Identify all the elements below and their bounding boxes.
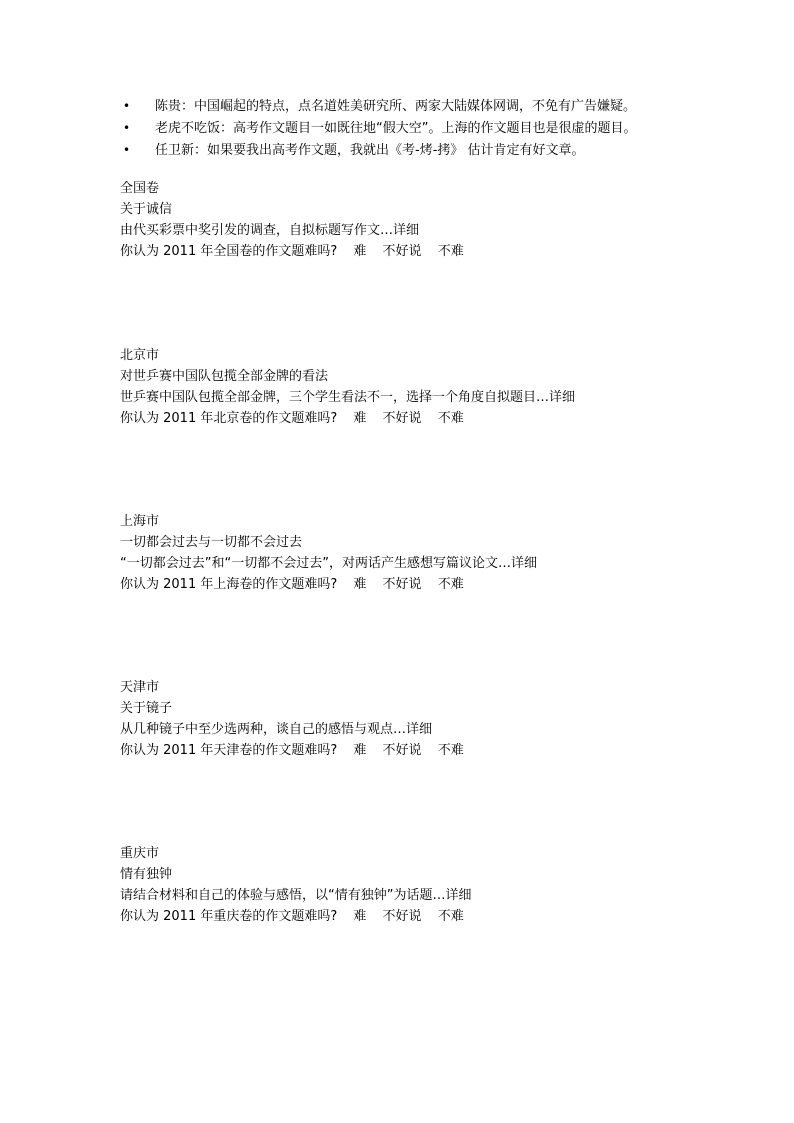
essay-topic: 对世乒赛中国队包揽全部金牌的看法 bbox=[120, 369, 329, 384]
difficulty-poll bbox=[120, 744, 720, 765]
poll-question: 你认为 2011 年重庆卷的作文题难吗? bbox=[120, 909, 338, 924]
exam-section-beijing bbox=[120, 349, 720, 433]
comment-item bbox=[0, 98, 794, 120]
region-title: 全国卷 bbox=[120, 181, 160, 196]
exam-section-shanghai bbox=[120, 515, 720, 599]
difficulty-poll bbox=[120, 245, 720, 266]
poll-question: 你认为 2011 年全国卷的作文题难吗? bbox=[120, 244, 338, 259]
poll-option-easy[interactable]: 不难 bbox=[437, 577, 464, 592]
region-title: 重庆市 bbox=[120, 846, 160, 861]
difficulty-poll bbox=[120, 910, 720, 931]
comment-item bbox=[0, 120, 794, 142]
poll-option-easy[interactable]: 不难 bbox=[437, 909, 464, 924]
poll-option-unsure[interactable]: 不好说 bbox=[382, 411, 422, 426]
exam-section-chongqing bbox=[120, 847, 720, 931]
region-title: 上海市 bbox=[120, 514, 160, 529]
comment-list bbox=[0, 98, 794, 164]
poll-option-easy[interactable]: 不难 bbox=[437, 244, 464, 259]
poll-option-unsure[interactable]: 不好说 bbox=[382, 743, 422, 758]
comment-text: 任卫新：如果要我出高考作文题，我就出《考-烤-拷》 估计肯定有好文章。 bbox=[155, 143, 585, 158]
poll-option-easy[interactable]: 不难 bbox=[437, 743, 464, 758]
poll-option-hard[interactable]: 难 bbox=[353, 244, 367, 259]
poll-question: 你认为 2011 年天津卷的作文题难吗? bbox=[120, 743, 338, 758]
poll-question: 你认为 2011 年上海卷的作文题难吗? bbox=[120, 577, 338, 592]
poll-option-hard[interactable]: 难 bbox=[353, 411, 367, 426]
essay-description[interactable]: 从几种镜子中至少选两种，谈自己的感悟与观点…详细 bbox=[120, 722, 433, 737]
poll-question: 你认为 2011 年北京卷的作文题难吗? bbox=[120, 411, 338, 426]
poll-option-hard[interactable]: 难 bbox=[353, 577, 367, 592]
poll-option-unsure[interactable]: 不好说 bbox=[382, 244, 422, 259]
essay-description[interactable]: 由代买彩票中奖引发的调查，自拟标题写作文…详细 bbox=[120, 223, 420, 238]
region-title: 天津市 bbox=[120, 680, 160, 695]
essay-description[interactable]: “一切都会过去”和“一切都不会过去”，对两话产生感想写篇议论文…详细 bbox=[120, 556, 537, 571]
essay-topic: 一切都会过去与一切都不会过去 bbox=[120, 535, 303, 550]
exam-section-national bbox=[120, 182, 720, 266]
bullet-icon: • bbox=[123, 99, 131, 113]
bullet-icon: • bbox=[123, 121, 131, 135]
poll-option-hard[interactable]: 难 bbox=[353, 909, 367, 924]
comment-text: 老虎不吃饭：高考作文题目一如既往地“假大空”。上海的作文题目也是很虚的题目。 bbox=[155, 121, 637, 136]
bullet-icon: • bbox=[123, 143, 131, 157]
essay-topic: 关于诚信 bbox=[120, 202, 173, 217]
exam-section-tianjin bbox=[120, 681, 720, 765]
essay-description[interactable]: 请结合材料和自己的体验与感悟，以“情有独钟”为话题…详细 bbox=[120, 888, 472, 903]
region-title: 北京市 bbox=[120, 348, 160, 363]
poll-option-unsure[interactable]: 不好说 bbox=[382, 577, 422, 592]
comment-item bbox=[0, 142, 794, 164]
poll-option-easy[interactable]: 不难 bbox=[437, 411, 464, 426]
essay-topic: 情有独钟 bbox=[120, 867, 173, 882]
poll-option-unsure[interactable]: 不好说 bbox=[382, 909, 422, 924]
comment-text: 陈贵：中国崛起的特点，点名道姓美研究所、两家大陆媒体网调，不免有广告嫌疑。 bbox=[155, 99, 637, 114]
essay-description[interactable]: 世乒赛中国队包揽全部金牌，三个学生看法不一，选择一个角度自拟题目…详细 bbox=[120, 390, 576, 405]
poll-option-hard[interactable]: 难 bbox=[353, 743, 367, 758]
difficulty-poll bbox=[120, 578, 720, 599]
essay-topic: 关于镜子 bbox=[120, 701, 173, 716]
difficulty-poll bbox=[120, 412, 720, 433]
